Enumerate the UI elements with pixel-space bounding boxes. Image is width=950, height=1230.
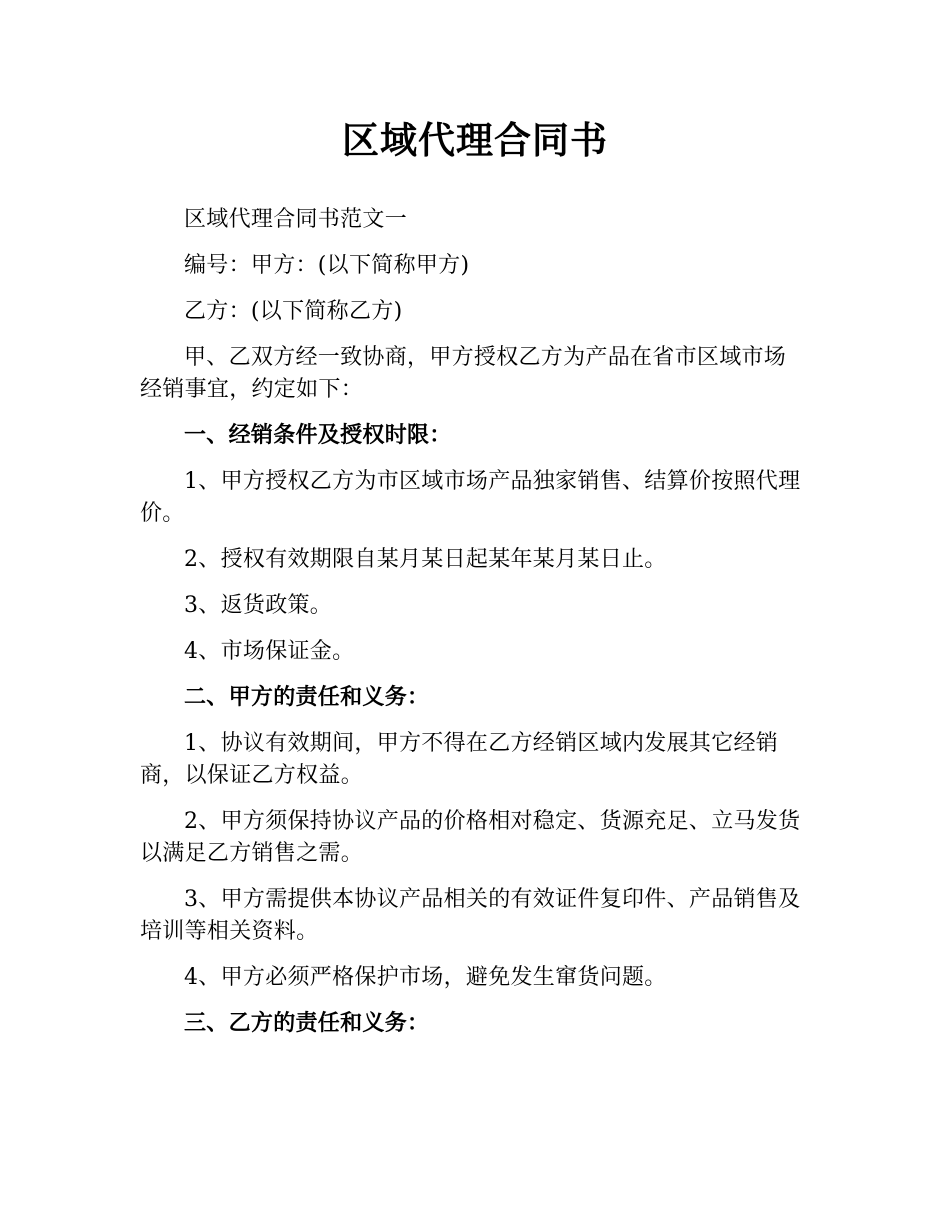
document-body xyxy=(140,204,808,1054)
paragraph-agreement-intro: 甲、乙双方经一致协商，甲方授权乙方为产品在省市区域市场经销事宜，约定如下： xyxy=(140,345,787,402)
document-title: 区域代理合同书 xyxy=(342,119,608,162)
paragraph-item: 2、授权有效期限自某月某日起某年某月某日止。 xyxy=(184,547,667,572)
paragraph-item: 1、协议有效期间，甲方不得在乙方经销区域内发展其它经销商，以保证乙方权益。 xyxy=(140,731,779,788)
section-heading-2: 二、甲方的责任和义务： xyxy=(184,685,430,710)
paragraph-item: 1、甲方授权乙方为市区域市场产品独家销售、结算价按照代理价。 xyxy=(140,469,801,526)
paragraph-party-b: 乙方：(以下简称乙方) xyxy=(184,299,403,324)
section-heading-1: 一、经销条件及授权时限： xyxy=(184,423,452,448)
paragraph-item: 3、返货政策。 xyxy=(184,593,333,618)
paragraph-number-party-a: 编号：甲方：(以下简称甲方) xyxy=(184,253,470,278)
paragraph-subtitle: 区域代理合同书范文一 xyxy=(184,207,408,232)
paragraph-item: 2、甲方须保持协议产品的价格相对稳定、货源充足、立马发货以满足乙方销售之需。 xyxy=(140,809,801,866)
paragraph-item: 4、甲方必须严格保护市场，避免发生窜货问题。 xyxy=(184,965,667,990)
section-heading-3: 三、乙方的责任和义务： xyxy=(184,1011,430,1036)
paragraph-item: 4、市场保证金。 xyxy=(184,639,355,664)
paragraph-item: 3、甲方需提供本协议产品相关的有效证件复印件、产品销售及培训等相关资料。 xyxy=(140,887,801,944)
